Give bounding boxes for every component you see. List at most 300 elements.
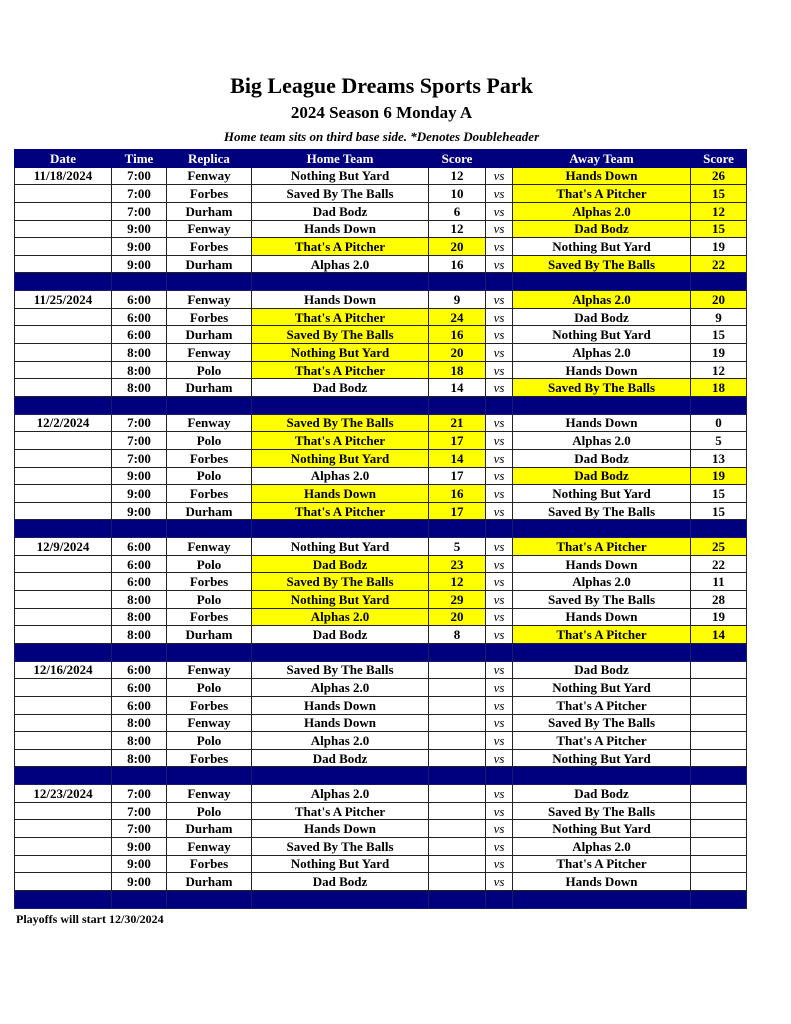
- away-team-cell: Dad Bodz: [513, 661, 691, 679]
- away-team-cell: Alphas 2.0: [513, 202, 691, 220]
- away-team-cell: Nothing But Yard: [513, 679, 691, 697]
- vs-cell: vs: [486, 502, 513, 520]
- vs-cell: vs: [486, 696, 513, 714]
- date-cell: [15, 873, 112, 891]
- date-cell: [15, 361, 112, 379]
- time-cell: 9:00: [112, 467, 167, 485]
- vs-cell: vs: [486, 855, 513, 873]
- table-row: [15, 873, 747, 891]
- vs-cell: vs: [486, 802, 513, 820]
- home-team-cell: Alphas 2.0: [252, 732, 429, 750]
- away-score-cell: [691, 749, 747, 767]
- replica-cell: Fenway: [167, 714, 252, 732]
- away-score-cell: 19: [691, 344, 747, 362]
- date-cell: [15, 238, 112, 256]
- date-cell: [15, 202, 112, 220]
- home-team-cell: Nothing But Yard: [252, 449, 429, 467]
- replica-cell: Fenway: [167, 661, 252, 679]
- vs-cell: vs: [486, 555, 513, 573]
- table-row: [15, 467, 747, 485]
- date-cell: [15, 837, 112, 855]
- column-header-replica: Replica: [167, 150, 252, 168]
- separator-cell: [429, 396, 486, 414]
- separator-cell: [429, 273, 486, 291]
- separator-cell: [691, 890, 747, 908]
- column-header-away-team: Away Team: [513, 150, 691, 168]
- away-score-cell: 11: [691, 573, 747, 591]
- time-cell: 7:00: [112, 167, 167, 185]
- week-separator: [15, 890, 747, 908]
- separator-cell: [429, 767, 486, 785]
- home-team-cell: Saved By The Balls: [252, 414, 429, 432]
- separator-cell: [15, 273, 112, 291]
- date-cell: [15, 714, 112, 732]
- replica-cell: Forbes: [167, 573, 252, 591]
- time-cell: 9:00: [112, 485, 167, 503]
- separator-cell: [486, 767, 513, 785]
- home-score-cell: [429, 732, 486, 750]
- away-score-cell: [691, 696, 747, 714]
- away-score-cell: 19: [691, 238, 747, 256]
- home-score-cell: 12: [429, 220, 486, 238]
- home-score-cell: 9: [429, 291, 486, 309]
- replica-cell: Fenway: [167, 538, 252, 556]
- date-cell: [15, 467, 112, 485]
- date-cell: [15, 749, 112, 767]
- page-title: Big League Dreams Sports Park: [230, 73, 533, 98]
- table-row: [15, 502, 747, 520]
- week-separator: [15, 396, 747, 414]
- away-score-cell: 12: [691, 361, 747, 379]
- away-team-cell: Alphas 2.0: [513, 291, 691, 309]
- separator-cell: [15, 890, 112, 908]
- separator-cell: [167, 396, 252, 414]
- date-cell: [15, 555, 112, 573]
- home-team-cell: Nothing But Yard: [252, 167, 429, 185]
- home-team-cell: Dad Bodz: [252, 202, 429, 220]
- away-team-cell: That's A Pitcher: [513, 696, 691, 714]
- away-team-cell: Alphas 2.0: [513, 432, 691, 450]
- separator-cell: [252, 520, 429, 538]
- vs-cell: vs: [486, 591, 513, 609]
- date-cell: 12/16/2024: [15, 661, 112, 679]
- replica-cell: Fenway: [167, 785, 252, 803]
- away-score-cell: 28: [691, 591, 747, 609]
- table-row: [15, 855, 747, 873]
- week-separator: [15, 767, 747, 785]
- away-team-cell: Nothing But Yard: [513, 326, 691, 344]
- vs-cell: vs: [486, 344, 513, 362]
- table-row: [15, 714, 747, 732]
- separator-cell: [486, 396, 513, 414]
- away-team-cell: Alphas 2.0: [513, 344, 691, 362]
- away-score-cell: [691, 873, 747, 891]
- table-row: [15, 379, 747, 397]
- vs-cell: vs: [486, 661, 513, 679]
- home-team-cell: Dad Bodz: [252, 379, 429, 397]
- vs-cell: vs: [486, 820, 513, 838]
- separator-cell: [252, 767, 429, 785]
- vs-cell: vs: [486, 291, 513, 309]
- home-team-cell: Saved By The Balls: [252, 837, 429, 855]
- replica-cell: Durham: [167, 873, 252, 891]
- home-score-cell: 6: [429, 202, 486, 220]
- time-cell: 7:00: [112, 449, 167, 467]
- away-team-cell: Dad Bodz: [513, 308, 691, 326]
- away-score-cell: [691, 785, 747, 803]
- away-team-cell: Hands Down: [513, 167, 691, 185]
- replica-cell: Forbes: [167, 696, 252, 714]
- home-score-cell: [429, 820, 486, 838]
- home-score-cell: 12: [429, 573, 486, 591]
- table-row: [15, 291, 747, 309]
- table-row: [15, 326, 747, 344]
- away-team-cell: Hands Down: [513, 873, 691, 891]
- replica-cell: Durham: [167, 626, 252, 644]
- home-score-cell: 16: [429, 255, 486, 273]
- schedule-table: [14, 149, 747, 909]
- home-score-cell: [429, 696, 486, 714]
- home-team-cell: Alphas 2.0: [252, 255, 429, 273]
- vs-cell: vs: [486, 202, 513, 220]
- column-header-home-team: Home Team: [252, 150, 429, 168]
- separator-cell: [513, 520, 691, 538]
- week-separator: [15, 643, 747, 661]
- separator-cell: [513, 273, 691, 291]
- separator-cell: [691, 396, 747, 414]
- vs-cell: vs: [486, 785, 513, 803]
- home-team-cell: That's A Pitcher: [252, 502, 429, 520]
- home-team-cell: Hands Down: [252, 220, 429, 238]
- date-cell: 11/18/2024: [15, 167, 112, 185]
- away-score-cell: [691, 820, 747, 838]
- replica-cell: Polo: [167, 432, 252, 450]
- away-team-cell: Dad Bodz: [513, 220, 691, 238]
- home-score-cell: 21: [429, 414, 486, 432]
- away-score-cell: [691, 837, 747, 855]
- home-score-cell: [429, 661, 486, 679]
- vs-cell: vs: [486, 873, 513, 891]
- vs-cell: vs: [486, 449, 513, 467]
- date-cell: [15, 820, 112, 838]
- time-cell: 7:00: [112, 202, 167, 220]
- away-team-cell: Dad Bodz: [513, 449, 691, 467]
- vs-cell: vs: [486, 379, 513, 397]
- home-team-cell: Alphas 2.0: [252, 785, 429, 803]
- time-cell: 8:00: [112, 379, 167, 397]
- vs-cell: vs: [486, 608, 513, 626]
- home-team-cell: That's A Pitcher: [252, 432, 429, 450]
- home-team-cell: Nothing But Yard: [252, 344, 429, 362]
- home-score-cell: 12: [429, 167, 486, 185]
- column-header-date: Date: [15, 150, 112, 168]
- table-row: [15, 220, 747, 238]
- table-row: [15, 238, 747, 256]
- table-row: [15, 696, 747, 714]
- vs-cell: vs: [486, 714, 513, 732]
- table-row: [15, 573, 747, 591]
- date-cell: [15, 608, 112, 626]
- home-score-cell: 5: [429, 538, 486, 556]
- separator-cell: [15, 767, 112, 785]
- replica-cell: Polo: [167, 555, 252, 573]
- date-cell: [15, 573, 112, 591]
- column-header-away-score: Score: [691, 150, 747, 168]
- table-row: [15, 361, 747, 379]
- time-cell: 6:00: [112, 326, 167, 344]
- home-team-cell: Hands Down: [252, 696, 429, 714]
- away-score-cell: 18: [691, 379, 747, 397]
- separator-cell: [691, 520, 747, 538]
- away-team-cell: Hands Down: [513, 414, 691, 432]
- home-team-cell: That's A Pitcher: [252, 238, 429, 256]
- time-cell: 9:00: [112, 238, 167, 256]
- separator-cell: [167, 520, 252, 538]
- date-cell: [15, 732, 112, 750]
- date-cell: [15, 344, 112, 362]
- separator-cell: [513, 396, 691, 414]
- time-cell: 8:00: [112, 344, 167, 362]
- time-cell: 7:00: [112, 785, 167, 803]
- table-row: [15, 608, 747, 626]
- table-row: [15, 255, 747, 273]
- separator-cell: [252, 890, 429, 908]
- separator-cell: [15, 520, 112, 538]
- separator-cell: [252, 643, 429, 661]
- away-team-cell: Alphas 2.0: [513, 573, 691, 591]
- separator-cell: [429, 890, 486, 908]
- home-team-cell: Nothing But Yard: [252, 591, 429, 609]
- time-cell: 6:00: [112, 696, 167, 714]
- time-cell: 7:00: [112, 820, 167, 838]
- time-cell: 8:00: [112, 361, 167, 379]
- home-team-cell: Dad Bodz: [252, 749, 429, 767]
- time-cell: 8:00: [112, 591, 167, 609]
- vs-cell: vs: [486, 220, 513, 238]
- date-cell: [15, 802, 112, 820]
- replica-cell: Durham: [167, 202, 252, 220]
- away-team-cell: That's A Pitcher: [513, 185, 691, 203]
- away-score-cell: [691, 732, 747, 750]
- separator-cell: [252, 396, 429, 414]
- separator-cell: [167, 767, 252, 785]
- column-header-vs: [486, 150, 513, 168]
- separator-cell: [513, 890, 691, 908]
- home-score-cell: 20: [429, 608, 486, 626]
- home-team-cell: Alphas 2.0: [252, 608, 429, 626]
- replica-cell: Polo: [167, 361, 252, 379]
- away-score-cell: [691, 661, 747, 679]
- separator-cell: [167, 273, 252, 291]
- separator-cell: [486, 890, 513, 908]
- time-cell: 7:00: [112, 432, 167, 450]
- week-separator: [15, 520, 747, 538]
- vs-cell: vs: [486, 238, 513, 256]
- table-row: [15, 432, 747, 450]
- time-cell: 8:00: [112, 714, 167, 732]
- vs-cell: vs: [486, 573, 513, 591]
- separator-cell: [167, 890, 252, 908]
- away-score-cell: 20: [691, 291, 747, 309]
- away-score-cell: [691, 714, 747, 732]
- home-score-cell: [429, 749, 486, 767]
- away-team-cell: That's A Pitcher: [513, 732, 691, 750]
- away-team-cell: Saved By The Balls: [513, 591, 691, 609]
- home-score-cell: [429, 785, 486, 803]
- time-cell: 8:00: [112, 732, 167, 750]
- date-cell: [15, 220, 112, 238]
- separator-cell: [15, 643, 112, 661]
- away-team-cell: Saved By The Balls: [513, 255, 691, 273]
- away-score-cell: 13: [691, 449, 747, 467]
- table-row: [15, 802, 747, 820]
- table-row: [15, 202, 747, 220]
- away-score-cell: 0: [691, 414, 747, 432]
- away-score-cell: 15: [691, 485, 747, 503]
- date-cell: [15, 591, 112, 609]
- replica-cell: Forbes: [167, 485, 252, 503]
- home-team-cell: Hands Down: [252, 714, 429, 732]
- date-cell: [15, 485, 112, 503]
- home-team-cell: Dad Bodz: [252, 873, 429, 891]
- home-team-cell: That's A Pitcher: [252, 308, 429, 326]
- away-team-cell: That's A Pitcher: [513, 626, 691, 644]
- home-team-cell: Hands Down: [252, 820, 429, 838]
- date-cell: 12/9/2024: [15, 538, 112, 556]
- replica-cell: Forbes: [167, 238, 252, 256]
- time-cell: 7:00: [112, 414, 167, 432]
- home-score-cell: 17: [429, 502, 486, 520]
- vs-cell: vs: [486, 361, 513, 379]
- time-cell: 8:00: [112, 608, 167, 626]
- table-header-row: [15, 150, 747, 168]
- separator-cell: [15, 396, 112, 414]
- home-score-cell: [429, 873, 486, 891]
- away-score-cell: [691, 679, 747, 697]
- date-cell: [15, 379, 112, 397]
- replica-cell: Fenway: [167, 291, 252, 309]
- home-team-cell: Hands Down: [252, 291, 429, 309]
- vs-cell: vs: [486, 255, 513, 273]
- separator-cell: [112, 520, 167, 538]
- away-score-cell: [691, 855, 747, 873]
- home-team-cell: Saved By The Balls: [252, 573, 429, 591]
- replica-cell: Durham: [167, 255, 252, 273]
- home-team-cell: Dad Bodz: [252, 555, 429, 573]
- home-score-cell: 18: [429, 361, 486, 379]
- away-score-cell: 15: [691, 220, 747, 238]
- away-score-cell: 9: [691, 308, 747, 326]
- page-subtitle: 2024 Season 6 Monday A: [290, 103, 473, 122]
- home-score-cell: 8: [429, 626, 486, 644]
- away-team-cell: Nothing But Yard: [513, 485, 691, 503]
- vs-cell: vs: [486, 432, 513, 450]
- table-row: [15, 837, 747, 855]
- separator-cell: [486, 273, 513, 291]
- home-team-cell: That's A Pitcher: [252, 802, 429, 820]
- table-row: [15, 661, 747, 679]
- away-team-cell: Nothing But Yard: [513, 238, 691, 256]
- vs-cell: vs: [486, 326, 513, 344]
- away-score-cell: [691, 802, 747, 820]
- away-score-cell: 22: [691, 555, 747, 573]
- replica-cell: Polo: [167, 679, 252, 697]
- away-score-cell: 22: [691, 255, 747, 273]
- home-score-cell: [429, 837, 486, 855]
- date-cell: [15, 502, 112, 520]
- away-score-cell: 12: [691, 202, 747, 220]
- home-team-cell: Alphas 2.0: [252, 679, 429, 697]
- vs-cell: vs: [486, 414, 513, 432]
- table-row: [15, 626, 747, 644]
- separator-cell: [112, 396, 167, 414]
- away-score-cell: 19: [691, 467, 747, 485]
- away-team-cell: Saved By The Balls: [513, 802, 691, 820]
- home-team-cell: Saved By The Balls: [252, 661, 429, 679]
- table-row: [15, 308, 747, 326]
- table-row: [15, 749, 747, 767]
- away-team-cell: Nothing But Yard: [513, 749, 691, 767]
- time-cell: 9:00: [112, 502, 167, 520]
- table-row: [15, 449, 747, 467]
- away-team-cell: Saved By The Balls: [513, 714, 691, 732]
- separator-cell: [112, 767, 167, 785]
- table-row: [15, 485, 747, 503]
- date-cell: [15, 326, 112, 344]
- replica-cell: Durham: [167, 379, 252, 397]
- time-cell: 7:00: [112, 185, 167, 203]
- replica-cell: Fenway: [167, 220, 252, 238]
- home-score-cell: 20: [429, 238, 486, 256]
- home-score-cell: 10: [429, 185, 486, 203]
- separator-cell: [513, 767, 691, 785]
- away-team-cell: Nothing But Yard: [513, 820, 691, 838]
- replica-cell: Forbes: [167, 855, 252, 873]
- replica-cell: Polo: [167, 732, 252, 750]
- table-row: [15, 785, 747, 803]
- time-cell: 6:00: [112, 308, 167, 326]
- home-score-cell: 14: [429, 449, 486, 467]
- replica-cell: Fenway: [167, 837, 252, 855]
- replica-cell: Forbes: [167, 308, 252, 326]
- vs-cell: vs: [486, 679, 513, 697]
- home-score-cell: [429, 855, 486, 873]
- away-score-cell: 19: [691, 608, 747, 626]
- separator-cell: [252, 273, 429, 291]
- time-cell: 9:00: [112, 837, 167, 855]
- table-row: [15, 555, 747, 573]
- home-team-cell: Dad Bodz: [252, 626, 429, 644]
- replica-cell: Polo: [167, 802, 252, 820]
- home-team-cell: Nothing But Yard: [252, 538, 429, 556]
- separator-cell: [513, 643, 691, 661]
- playoffs-note: Playoffs will start 12/30/2024: [16, 912, 164, 926]
- time-cell: 9:00: [112, 255, 167, 273]
- home-team-cell: Saved By The Balls: [252, 326, 429, 344]
- home-team-cell: That's A Pitcher: [252, 361, 429, 379]
- time-cell: 6:00: [112, 538, 167, 556]
- replica-cell: Fenway: [167, 167, 252, 185]
- table-row: [15, 414, 747, 432]
- time-cell: 6:00: [112, 573, 167, 591]
- time-cell: 9:00: [112, 855, 167, 873]
- separator-cell: [112, 273, 167, 291]
- home-team-cell: Saved By The Balls: [252, 185, 429, 203]
- home-score-cell: 23: [429, 555, 486, 573]
- replica-cell: Polo: [167, 467, 252, 485]
- away-score-cell: 26: [691, 167, 747, 185]
- vs-cell: vs: [486, 308, 513, 326]
